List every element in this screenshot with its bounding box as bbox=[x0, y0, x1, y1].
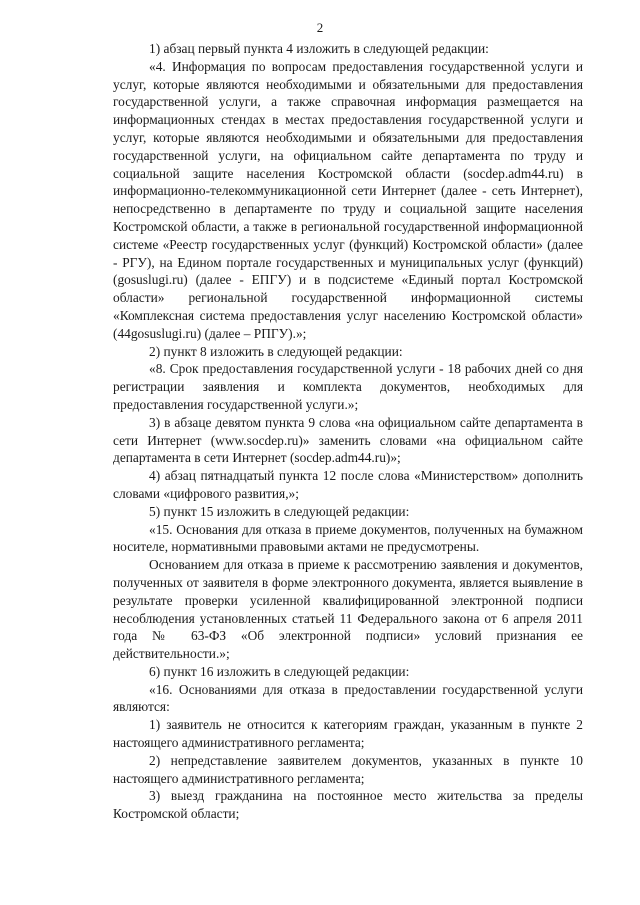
paragraph-item-2-intro: 2) пункт 8 изложить в следующей редакции: bbox=[149, 343, 403, 359]
paragraph-ground-1: 1) заявитель не относится к категориям граждан, указанным в пункте 2 настоящего административного регламента; bbox=[113, 717, 583, 751]
paragraph-item-1-intro: 1) абзац первый пункта 4 изложить в следующей редакции: bbox=[149, 41, 489, 56]
paragraph-ground-3: 3) выезд гражданина на постоянное место жительства за пределы Костромской области; bbox=[113, 788, 583, 822]
document-body bbox=[113, 40, 583, 823]
paragraph-item-3: 3) в абзаце девятом пункта 9 слова «на официальном сайте департамента в сети Интернет (www.socdep.ru)» заменить словами «на официальном сайте департамента в сети Интернет (socdep.adm44.ru)»; bbox=[113, 414, 583, 466]
paragraph-item-6-intro: 6) пункт 16 изложить в следующей редакции: bbox=[149, 663, 410, 679]
paragraph-point-15-text: «15. Основания для отказа в приеме документов, полученных на бумажном носителе, нормативными правовыми актами не предусмотрены. bbox=[113, 521, 583, 555]
paragraph-point-16-text: «16. Основаниями для отказа в предоставлении государственной услуги являются: bbox=[113, 681, 583, 715]
paragraph-item-5-intro: 5) пункт 15 изложить в следующей редакции: bbox=[149, 503, 410, 519]
paragraph-point-15-grounds: Основанием для отказа в приеме к рассмотрению заявления и документов, полученных от заявителя в форме электронного документа, является выявление в результате проверки усиленной квалифицированной электронной подписи несоблюдения установленных статьей 11 Федерального закона от 6 апреля 2011 года № 63-ФЗ «Об электронной подписи» условий признания ее действительности.»; bbox=[113, 557, 583, 662]
page-number: 2 bbox=[316, 20, 324, 35]
paragraph-point-8-text: «8. Срок предоставления государственной услуги - 18 рабочих дней со дня регистрации заявления и комплекта документов, необходимых для предоставления государственной услуги.»; bbox=[113, 361, 583, 412]
paragraph-item-4: 4) абзац пятнадцатый пункта 12 после слова «Министерством» дополнить словами «цифрового развития,»; bbox=[113, 468, 583, 501]
paragraph-ground-2: 2) непредставление заявителем документов, указанных в пункте 10 настоящего административного регламента; bbox=[113, 752, 583, 786]
paragraph-point-4-text: «4. Информация по вопросам предоставления государственной услуги и услуг, которые являются необходимыми и обязательными для предоставления государственной услуги, а также справочная информация размещается на информационных стендах в местах предоставления государственной услуги и услуг, которые являются необходимыми и обязательными для предоставления государственной услуги, на официальном сайте департамента по труду и социальной защите населения Костромской области (socdep.adm44.ru) в информационно-телекоммуникационной сети Интернет (далее - сеть Интернет), непосредственно в департаменте по труду и социальной защите населения Костромской области, а также в региональной государственной информационной системе «Реестр государственных услуг (функций) Костромской области» (далее - РГУ), на Едином портале государственных и муниципальных услуг (функций) (gosuslugi.ru) (далее - ЕПГУ) и в подсистеме «Единый портал Костромской области» региональной государственной информационной системы «Комплексная система предоставления услуг населению Костромской области» (44gosuslugi.ru) (далее – РПГУ).»; bbox=[113, 58, 583, 341]
